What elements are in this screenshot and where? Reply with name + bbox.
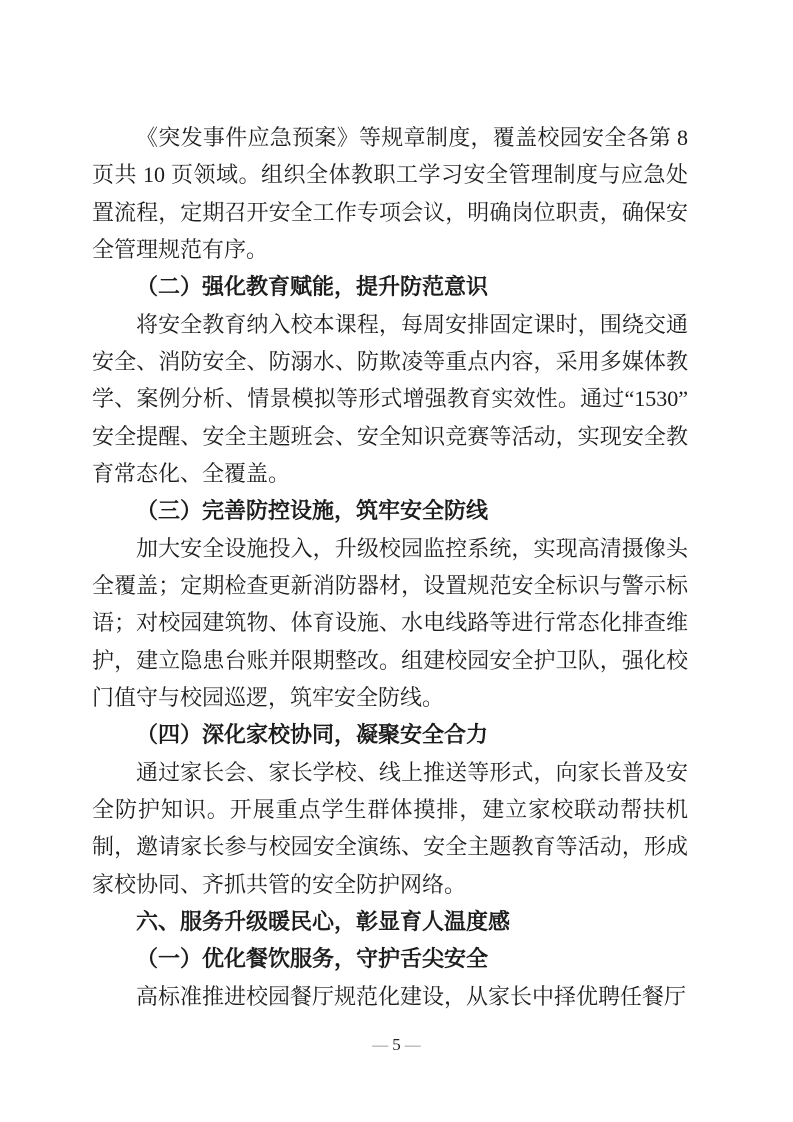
page-number: 5 <box>392 1035 401 1054</box>
paragraph-facilities-investment: 加大安全设施投入，升级校园监控系统，实现高清摄像头全覆盖；定期检查更新消防器材，设置规范安全标识与警示标语；对校园建筑物、体育设施、水电线路等进行常态化排查维护，建立隐患台账并限期整改。组建校园安全护卫队，强化校门值守与校园巡逻，筑牢安全防线。 <box>92 535 688 710</box>
document-body <box>92 119 688 1015</box>
heading-part-6-service-upgrade: 六、服务升级暖民心，彰显育人温度感 <box>136 908 511 934</box>
paragraph-safety-education-curriculum: 将安全教育纳入校本课程，每周安排固定课时，围绕交通安全、消防安全、防溺水、防欺凌等重点内容，采用多媒体教学、案例分析、情景模拟等形式增强教育实效性。通过“1530”安全提醒、安全主题班会、安全知识竞赛等活动，实现安全教育常态化、全覆盖。 <box>92 311 688 486</box>
heading-section-3-prevention-facilities: （三）完善防控设施，筑牢安全防线 <box>136 498 489 524</box>
heading-section-4-home-school-synergy: （四）深化家校协同，凝聚安全合力 <box>136 722 489 748</box>
footer-dash-left: — <box>372 1037 389 1054</box>
heading-section-2-education-awareness: （二）强化教育赋能，提升防范意识 <box>136 274 489 300</box>
footer-dash-right: — <box>404 1037 421 1054</box>
page-footer <box>0 1032 793 1059</box>
paragraph-home-school-cooperation: 通过家长会、家长学校、线上推送等形式，向家长普及安全防护知识。开展重点学生群体摸排，建立家校联动帮扶机制，邀请家长参与校园安全演练、安全主题教育等活动，形成家校协同、齐抓共管的安全防护网络。 <box>92 759 688 897</box>
paragraph-canteen-standardization: 高标准推进校园餐厅规范化建设，从家长中择优聘任餐厅 <box>136 983 687 1009</box>
heading-section-1-catering-service: （一）优化餐饮服务，守护舌尖安全 <box>136 946 489 972</box>
paragraph-emergency-plan-regulations: 《突发事件应急预案》等规章制度，覆盖校园安全各第 8 页共 10 页领域。组织全体教职工学习安全管理制度与应急处置流程，定期召开安全工作专项会议，明确岗位职责，确保安全管理规范有序。 <box>92 125 688 262</box>
